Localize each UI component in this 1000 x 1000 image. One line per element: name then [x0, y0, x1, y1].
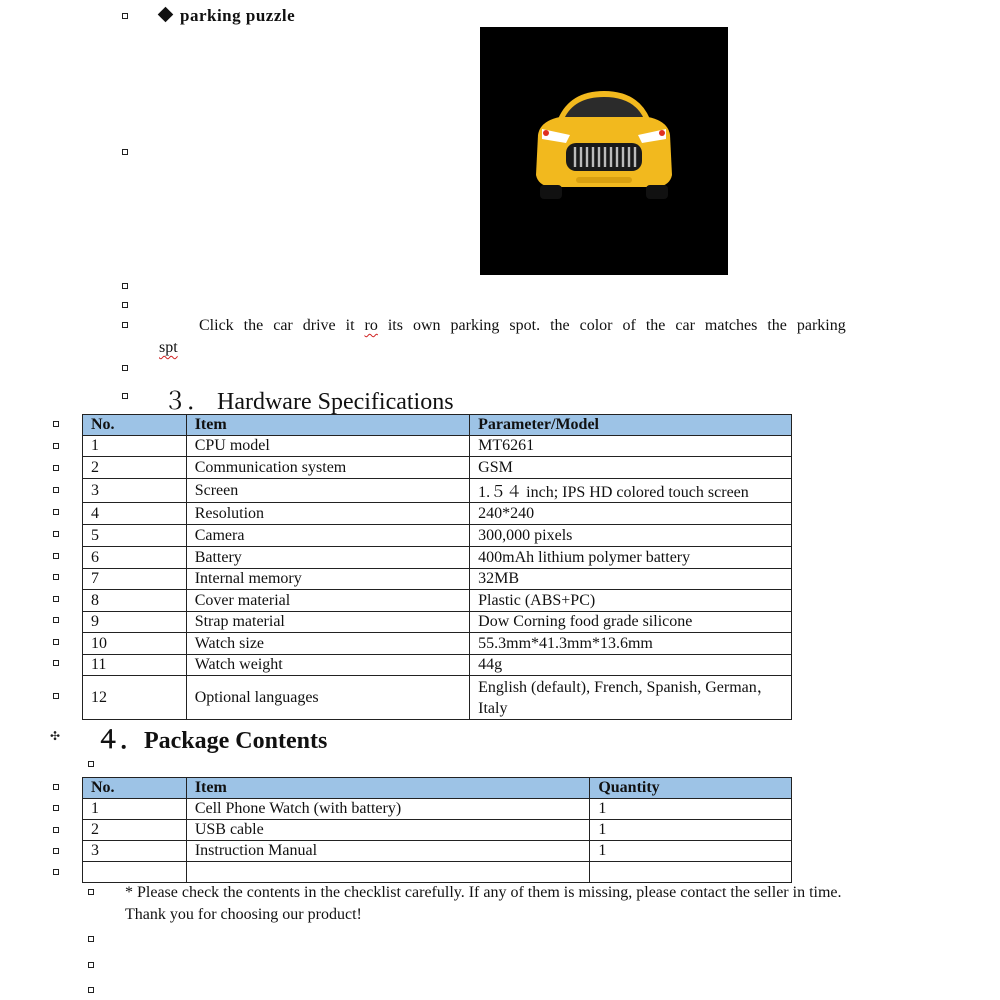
- puzzle-title-text: parking puzzle: [180, 6, 296, 25]
- table-cell: GSM: [470, 457, 792, 479]
- table-cell: 44g: [470, 655, 792, 676]
- puzzle-title: [160, 6, 295, 26]
- paragraph-mark-icon: [88, 761, 94, 767]
- hardware-heading: ３． Hardware Specifications: [163, 389, 454, 415]
- paragraph-mark-icon: [53, 784, 59, 790]
- paragraph-mark-icon: [53, 617, 59, 623]
- table-cell: Battery: [186, 547, 469, 569]
- paragraph-mark-icon: [53, 827, 59, 833]
- table-row: [83, 525, 792, 547]
- table-cell: 11: [83, 655, 187, 676]
- table-cell: 3: [83, 841, 187, 862]
- paragraph-mark-icon: [88, 987, 94, 993]
- table-cell: [590, 862, 792, 883]
- diamond-bullet-icon: [158, 7, 174, 23]
- table-cell: Resolution: [186, 503, 469, 525]
- paragraph-mark-icon: [53, 465, 59, 471]
- paragraph-mark-icon: [53, 639, 59, 645]
- table-cell: 7: [83, 569, 187, 590]
- table-cell: Internal memory: [186, 569, 469, 590]
- table-cell: MT6261: [470, 436, 792, 457]
- table-cell: Optional languages: [186, 676, 469, 720]
- table-cell: Cell Phone Watch (with battery): [186, 799, 590, 820]
- table-row: [83, 655, 792, 676]
- table-cell: [83, 862, 187, 883]
- paragraph-mark-icon: [53, 596, 59, 602]
- table-cell: [186, 862, 590, 883]
- puzzle-instruction: [159, 315, 849, 359]
- column-header: Item: [186, 778, 590, 799]
- column-header: Item: [186, 415, 469, 436]
- table-cell: 1: [83, 436, 187, 457]
- table-cell: 300,000 pixels: [470, 525, 792, 547]
- instruction-misspelled-word: ro: [364, 317, 378, 334]
- instruction-text: Click the car drive it: [199, 317, 365, 334]
- paragraph-plus-icon: ✣: [50, 729, 61, 743]
- paragraph-mark-icon: [122, 322, 128, 328]
- table-cell: 400mAh lithium polymer battery: [470, 547, 792, 569]
- paragraph-mark-icon: [53, 660, 59, 666]
- column-header: Parameter/Model: [470, 415, 792, 436]
- paragraph-mark-icon: [122, 393, 128, 399]
- table-cell: Instruction Manual: [186, 841, 590, 862]
- package-heading: ４．Package Contents: [96, 728, 328, 754]
- paragraph-mark-icon: [122, 149, 128, 155]
- table-cell: English (default), French, Spanish, German，Italy: [470, 676, 792, 720]
- table-cell: USB cable: [186, 820, 590, 841]
- paragraph-mark-icon: [53, 805, 59, 811]
- paragraph-mark-icon: [122, 13, 128, 19]
- paragraph-mark-icon: [53, 553, 59, 559]
- table-row: [83, 862, 792, 883]
- paragraph-mark-icon: [88, 936, 94, 942]
- table-cell: 1.５４ inch; IPS HD colored touch screen: [470, 479, 792, 503]
- table-cell: Plastic (ABS+PC): [470, 590, 792, 612]
- paragraph-mark-icon: [122, 302, 128, 308]
- table-cell: 55.3mm*41.3mm*13.6mm: [470, 633, 792, 655]
- table-row: [83, 799, 792, 820]
- instruction-text: its own parking spot. the color of the car matches the parking: [377, 317, 846, 334]
- hardware-spec-table: [82, 414, 792, 720]
- table-row: [83, 633, 792, 655]
- paragraph-mark-icon: [122, 365, 128, 371]
- table-cell: 2: [83, 820, 187, 841]
- paragraph-mark-icon: [122, 283, 128, 289]
- table-cell: 1: [590, 820, 792, 841]
- paragraph-mark-icon: [88, 962, 94, 968]
- table-row: [83, 457, 792, 479]
- table-cell: Watch size: [186, 633, 469, 655]
- instruction-misspelled-word: spt: [159, 339, 178, 356]
- table-cell: 10: [83, 633, 187, 655]
- paragraph-mark-icon: [53, 848, 59, 854]
- table-cell: 2: [83, 457, 187, 479]
- table-row: [83, 820, 792, 841]
- paragraph-mark-icon: [53, 531, 59, 537]
- table-cell: 5: [83, 525, 187, 547]
- table-row: [83, 503, 792, 525]
- table-cell: 32MB: [470, 569, 792, 590]
- table-cell: CPU model: [186, 436, 469, 457]
- paragraph-mark-icon: [53, 443, 59, 449]
- paragraph-mark-icon: [53, 574, 59, 580]
- column-header: No.: [83, 778, 187, 799]
- table-cell: 1: [83, 799, 187, 820]
- table-header-row: [83, 778, 792, 799]
- car-icon: [530, 83, 678, 213]
- table-cell: 1: [590, 841, 792, 862]
- table-row: [83, 547, 792, 569]
- table-cell: 240*240: [470, 503, 792, 525]
- table-row: [83, 841, 792, 862]
- table-row: [83, 676, 792, 720]
- table-cell: Dow Corning food grade silicone: [470, 612, 792, 633]
- table-row: [83, 590, 792, 612]
- paragraph-mark-icon: [88, 889, 94, 895]
- package-contents-table: [82, 777, 792, 883]
- paragraph-mark-icon: [53, 487, 59, 493]
- table-cell: 4: [83, 503, 187, 525]
- table-cell: Watch weight: [186, 655, 469, 676]
- table-row: [83, 569, 792, 590]
- column-header: Quantity: [590, 778, 792, 799]
- table-cell: Cover material: [186, 590, 469, 612]
- paragraph-mark-icon: [53, 693, 59, 699]
- paragraph-mark-icon: [53, 869, 59, 875]
- car-image: [480, 27, 728, 275]
- table-row: [83, 612, 792, 633]
- paragraph-mark-icon: [53, 509, 59, 515]
- table-cell: 6: [83, 547, 187, 569]
- checklist-note: * Please check the contents in the checklist carefully. If any of them is missing, please contact the seller in time. Thank you for choosing our product!: [125, 884, 842, 923]
- table-cell: Communication system: [186, 457, 469, 479]
- table-cell: Strap material: [186, 612, 469, 633]
- table-cell: 12: [83, 676, 187, 720]
- table-cell: Camera: [186, 525, 469, 547]
- table-cell: 1: [590, 799, 792, 820]
- column-header: No.: [83, 415, 187, 436]
- table-cell: Screen: [186, 479, 469, 503]
- table-cell: 9: [83, 612, 187, 633]
- paragraph-mark-icon: [53, 421, 59, 427]
- table-cell: 3: [83, 479, 187, 503]
- table-row: [83, 436, 792, 457]
- table-header-row: [83, 415, 792, 436]
- table-cell: 8: [83, 590, 187, 612]
- table-row: [83, 479, 792, 503]
